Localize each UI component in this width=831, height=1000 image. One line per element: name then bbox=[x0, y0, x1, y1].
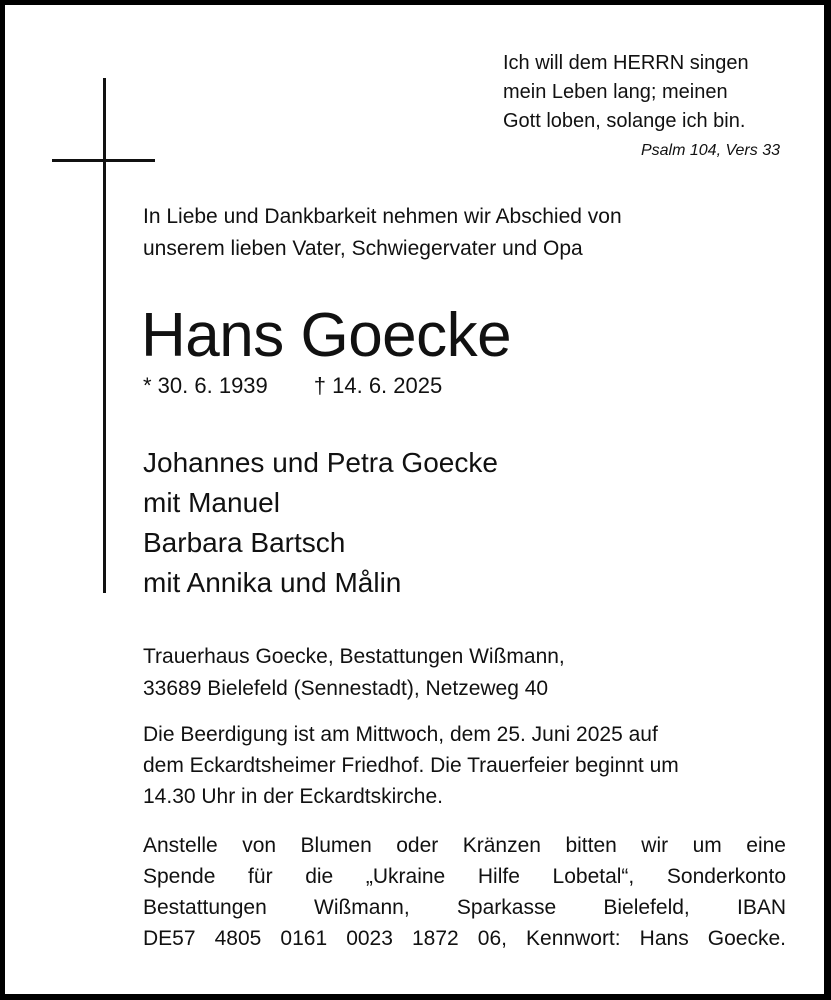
cross-vertical-bar bbox=[103, 78, 106, 593]
donation-line: Bestattungen Wißmann, Sparkasse Bielefeld, IBAN bbox=[143, 896, 786, 919]
cross-horizontal-bar bbox=[52, 159, 155, 162]
psalm-line: Ich will dem HERRN singen bbox=[503, 52, 749, 74]
donation-line: Spende für die „Ukraine Hilfe Lobetal“, Sonderkonto bbox=[143, 865, 786, 888]
address-line: Trauerhaus Goecke, Bestattungen Wißmann, bbox=[143, 645, 565, 668]
deceased-name: Hans Goecke bbox=[141, 301, 512, 370]
family-mourners bbox=[143, 443, 498, 603]
donation-line: Anstelle von Blumen oder Kränzen bitten wir um eine bbox=[143, 834, 786, 857]
psalm-reference: Psalm 104, Vers 33 bbox=[640, 142, 780, 159]
obituary-notice bbox=[5, 5, 824, 994]
psalm-quote bbox=[503, 49, 793, 136]
funeral-line: dem Eckardtsheimer Friedhof. Die Trauerfeier beginnt um bbox=[143, 754, 679, 777]
family-line: mit Annika und Målin bbox=[143, 567, 402, 598]
psalm-line: mein Leben lang; meinen bbox=[503, 81, 728, 103]
funeral-line: Die Beerdigung ist am Mittwoch, dem 25. Juni 2025 auf bbox=[143, 723, 658, 746]
intro-line: In Liebe und Dankbarkeit nehmen wir Abschied von bbox=[143, 205, 622, 228]
life-dates bbox=[143, 371, 442, 401]
funeral-details bbox=[143, 719, 786, 812]
birth-date: * 30. 6. 1939 bbox=[143, 373, 268, 398]
donation-request bbox=[143, 830, 786, 954]
death-date: † 14. 6. 2025 bbox=[313, 373, 443, 398]
family-line: Johannes und Petra Goecke bbox=[143, 447, 498, 478]
family-line: mit Manuel bbox=[143, 487, 280, 518]
psalm-line: Gott loben, solange ich bin. bbox=[503, 110, 746, 132]
family-line: Barbara Bartsch bbox=[143, 527, 346, 558]
funeral-line: 14.30 Uhr in der Eckardtskirche. bbox=[143, 785, 443, 808]
intro-text bbox=[143, 201, 622, 265]
address-line: 33689 Bielefeld (Sennestadt), Netzeweg 40 bbox=[143, 677, 549, 700]
intro-line: unserem lieben Vater, Schwiegervater und Opa bbox=[143, 237, 583, 260]
mourning-house-address bbox=[143, 641, 565, 705]
donation-line: DE57 4805 0161 0023 1872 06, Kennwort: Hans Goecke. bbox=[143, 927, 786, 950]
